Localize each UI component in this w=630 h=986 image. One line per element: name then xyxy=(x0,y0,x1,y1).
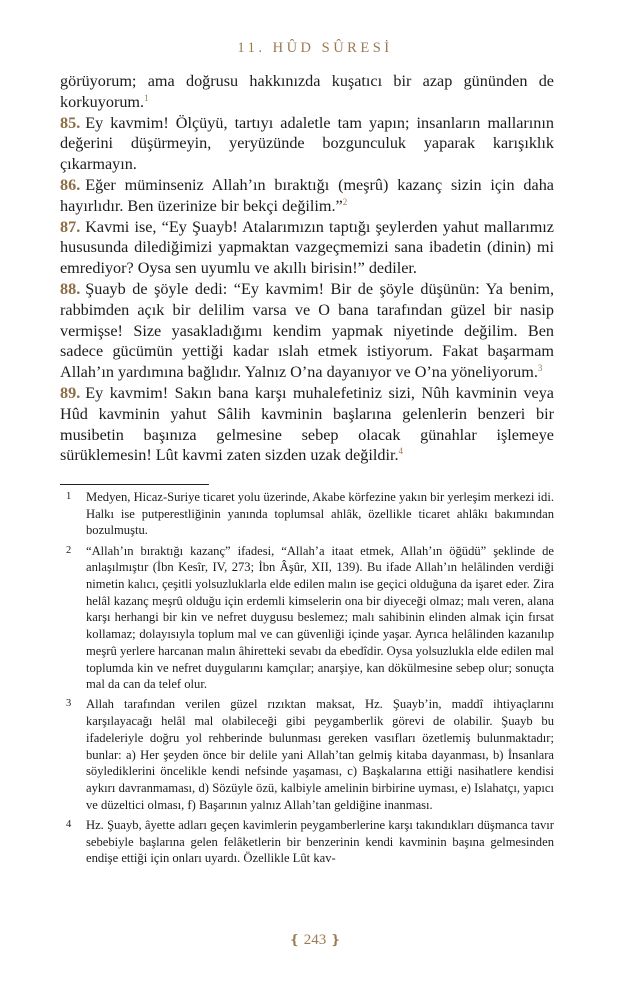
footnotes xyxy=(60,489,554,870)
verse-paragraph xyxy=(60,113,554,175)
footnote-ref[interactable]: 2 xyxy=(342,196,348,207)
page-number: 243 xyxy=(303,932,327,948)
footnote-ref[interactable]: 3 xyxy=(537,363,543,374)
verse-number: 89. xyxy=(60,383,81,402)
verse-text: Ey kavmim! Ölçüyü, tartıyı adaletle tam yapın; insanların mallarının değerini düşürmeyin, yeryüzünde bozgunculuk yaparak karışıklık çıkarmayın. xyxy=(60,113,554,174)
ornament-right-icon: ❵ xyxy=(330,932,341,947)
footnote-text: “Allah’ın bıraktığı kazanç” ifadesi, “Allah’a itaat etmek, Allah’ın öğüdü” şeklinde de anlaşılmıştır (İbn Kesîr, IV, 273; İbn Âşûr, XII, 139). Bu ifade Allah’ın helâlinden verdiği nimetin kalıcı, çeşitli yolsuzluklarla elde edilen malın ise geçici olduğuna da işaret eder. Zira helâl kazanç meşrû olduğu için erdemli kimselerin ona bir diyeceği olmaz; malı veren, alana karşı herhangi bir kin ve nefret duygusu beslemez; malı sahibinin elinden almak için fırsat kollamaz; dolayısıyla toplum mal ve can güvenliği içinde yaşar. Ayrıca helâlinden kazanılıp meşrû yerlere harcanan malın âhiretteki sevabı da ebedîdir. Oysa yolsuzlukla elde edilen mal toplumda kin ve nefret duygularını kamçılar; anarşiye, kan dökülmesine sebep olur; sonuçta mal da can da telef olur. xyxy=(86,543,554,692)
footnote-divider xyxy=(60,484,209,485)
verse-text: Eğer müminseniz Allah’ın bıraktığı (meşrû) kazanç sizin için daha hayırlıdır. Ben üzerinize bir bekçi değilim.” xyxy=(60,175,554,215)
footnote xyxy=(60,543,554,693)
verse-text: Ey kavmim! Sakın bana karşı muhalefetiniz sizi, Nûh kavminin veya Hûd kavminin yahut Sâlih kavminin başlarına gelenlerin benzeri bir musibetin başınıza gelmesine sebep olacak günahlar işlemeye sürüklemesin! Lût kavmi zaten sizden uzak değildir. xyxy=(60,383,554,465)
verse-paragraph xyxy=(60,217,554,279)
verse-paragraph xyxy=(60,279,554,383)
footnote-number: 4 xyxy=(66,818,72,830)
verse-number: 87. xyxy=(60,217,81,236)
verse-paragraph xyxy=(60,383,554,466)
footnote-text: Allah tarafından verilen güzel rızıktan maksat, Hz. Şuayb’in, maddî ihtiyaçlarını karşılayacağı helâl mal olabileceği gibi peygamberlik görevi de olabilir. Şuayb bu ifadeleriyle doğru yol rehberinde bulunması gereken vasıfları özetlemiş bulunmaktadır; bunlar: a) Her şeyden önce bir delile yani Allah’tan gelmiş kitaba dayanması, b) İnsanlara söylediklerini öncelikle kendi nefsinde yaşaması, c) Başkalarına ettiği nasihatlere kendisi aykırı davranmaması, d) Sözüyle özü, kalbiyle amelinin birbirine uyması, e) Islahatçı, yapıcı ve düzeltici olması, f) Başarının yalnız Allah’tan geldiğine inanması. xyxy=(86,697,554,812)
footnote-text: Hz. Şuayb, âyette adları geçen kavimlerin peygamberlerine karşı takındıkları düşmanca tavır sebebiyle başlarına gelen felâketlerin bir benzerinin kendi kavminin başına gelmesinden endişe ettiği için onları uyardı. Özellikle Lût kav- xyxy=(86,817,554,866)
verse-paragraph xyxy=(60,71,554,113)
footnote xyxy=(60,817,554,867)
footnote-number: 3 xyxy=(66,698,72,710)
footnote-ref[interactable]: 1 xyxy=(144,92,149,103)
verse-text: Kavmi ise, “Ey Şuayb! Atalarımızın taptığı şeylerden yahut mallarımız hususunda dilediğimizi yapmaktan vazgeçmemizi sana ibadetin (dinin) mi emrediyor? Oysa sen uyumlu ve akıllı birisin!” dediler. xyxy=(60,217,554,278)
footnote-text: Medyen, Hicaz-Suriye ticaret yolu üzerinde, Akabe körfezine yakın bir yerleşim merkezi idi. Halkı ise putperestliğinin yanında toplumsal ahlâk, özellikle ticaret ahlâkı bakımından bozulmuştu. xyxy=(86,490,554,538)
page-number-footer xyxy=(0,932,630,949)
footnote-number: 1 xyxy=(66,491,72,502)
verse-number: 88. xyxy=(60,279,81,298)
verse-text: Şuayb de şöyle dedi: “Ey kavmim! Bir de şöyle düşünün: Ya benim, rabbimden açık bir delilim varsa ve O bana tarafından güzel bir nasip vermişse! Size yasakladığımı kendim yapmak niyetinde değilim. Ben sadece gücümün yettiği kadar ıslah etmek istiyorum. Fakat başarmam Allah’ın yardımına bağlıdır. Yalnız O’na dayanıyor ve O’na yöneliyorum. xyxy=(60,279,554,382)
footnote xyxy=(60,696,554,813)
verse-paragraph xyxy=(60,175,554,217)
verse-number: 85. xyxy=(60,113,81,132)
footnote-number: 2 xyxy=(66,544,72,556)
running-header: 11. HÛD SÛRESİ xyxy=(237,40,393,56)
footnote-ref[interactable]: 4 xyxy=(398,446,403,457)
main-text xyxy=(60,71,554,466)
verse-text: görüyorum; ama doğrusu hakkınızda kuşatıcı bir azap gününden de korkuyorum. xyxy=(60,72,554,111)
footnote xyxy=(60,489,554,539)
verse-number: 86. xyxy=(60,175,81,194)
ornament-left-icon: ❴ xyxy=(289,932,300,947)
